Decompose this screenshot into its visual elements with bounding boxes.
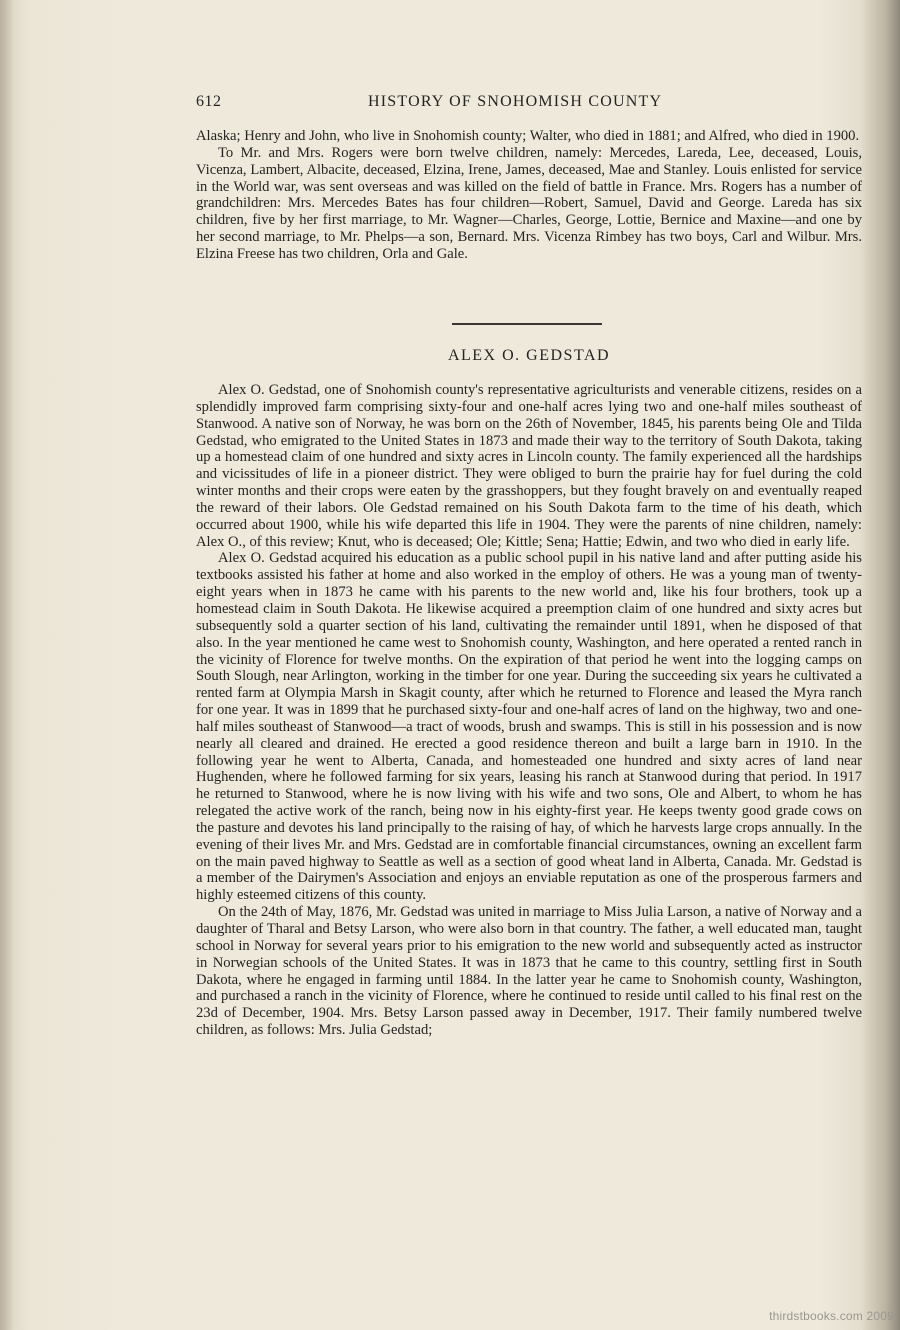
page-header: [196, 93, 862, 113]
section-divider: [452, 323, 602, 325]
watermark: thirdstbooks.com 2009: [769, 1309, 894, 1323]
paragraph: On the 24th of May, 1876, Mr. Gedstad was united in marriage to Miss Julia Larson, a native of Norway and a daughter of Tharal and Betsy Larson, who were also born in that country. The father, a well educated man, taught school in Norway for several years prior to his emigration to the new world and subsequently acted as instructor in Norwegian schools of the United States. It was in 1873 that he came to this country, settling first in South Dakota, where he engaged in farming until 1884. In the latter year he came to Snohomish county, Washington, and purchased a ranch in the vicinity of Florence, where he continued to reside until called to his final rest on the 23d of December, 1904. Mrs. Betsy Larson passed away in December, 1917. Their family numbered twelve children, as follows: Mrs. Julia Gedstad;: [196, 904, 862, 1039]
paragraph: Alex O. Gedstad acquired his education as a public school pupil in his native land and after putting aside his textbooks assisted his father at home and also worked in the employ of others. He was a young man of twenty-eight years when in 1873 he came with his parents to the new world and, like his four brothers, took up a homestead claim in South Dakota. He likewise acquired a preemption claim of one hundred and sixty acres but subsequently sold a quarter section of his land, cultivating the remainder until 1891, when he disposed of that also. In the year mentioned he came west to Snohomish county, Washington, and here operated a rented ranch in the vicinity of Florence for twelve months. On the expiration of that period he went into the logging camps on South Slough, near Arlington, working in the timber for one year. During the succeeding six years he cultivated a rented farm at Olympia Marsh in Skagit county, after which he returned to Florence and leased the Myra ranch for one year. It was in 1899 that he purchased sixty-four and one-half acres of land on the highway, two and one-half miles southeast of Stanwood—a tract of woods, brush and swamps. This is still in his possession and is now nearly all cleared and drained. He erected a good residence thereon and built a large barn in 1910. In the following year he went to Alberta, Canada, and homesteaded one hundred and sixty acres of land near Hughenden, where he followed farming for six years, leasing his ranch at Stanwood during that period. In 1917 he returned to Stanwood, where he is now living with his wife and two sons, Ole and Albert, to whom he has relegated the active work of the ranch, being now in his eighty-first year. He keeps twenty good grade cows on the pasture and devotes his land principally to the raising of hay, of which he harvests large crops annually. In the evening of their lives Mr. and Mrs. Gedstad are in comfortable financial circumstances, owning an excellent farm on the main paved highway to Seattle as well as a section of good wheat land in Alberta, Canada. Mr. Gedstad is a member of the Dairymen's Association and enjoys an enviable reputation as one of the prosperous farmers and highly esteemed citizens of this county.: [196, 550, 862, 904]
paragraph: Alex O. Gedstad, one of Snohomish county's representative agriculturists and venerable citizens, resides on a splendidly improved farm comprising sixty-four and one-half acres lying two and one-half miles southeast of Stanwood. A native son of Norway, he was born on the 26th of November, 1845, his parents being Ole and Tilda Gedstad, who emigrated to the United States in 1873 and made their way to the territory of South Dakota, taking up a homestead claim of one hundred and sixty acres in Lincoln county. The family experienced all the hardships and vicissitudes of life in a pioneer district. They were obliged to burn the prairie hay for fuel during the cold winter months and their crops were eaten by the grasshoppers, but they fought bravely on and eventually reaped the reward of their labors. Ole Gedstad remained on his South Dakota farm to the time of his death, which occurred about 1900, while his wife departed this life in 1904. They were the parents of nine children, namely: Alex O., of this review; Knut, who is deceased; Ole; Kittle; Sena; Hattie; Edwin, and two who died in early life.: [196, 382, 862, 550]
paragraph: Alaska; Henry and John, who live in Snohomish county; Walter, who died in 1881; and Alfred, who died in 1900.: [196, 128, 860, 144]
running-head: HISTORY OF SNOHOMISH COUNTY: [368, 93, 663, 110]
biography-body: [196, 382, 862, 1039]
page-gutter-shadow: [0, 0, 14, 1330]
page-number: 612: [196, 93, 222, 110]
section-title: ALEX O. GEDSTAD: [447, 347, 611, 364]
previous-biography-continuation: [196, 128, 862, 263]
paragraph: To Mr. and Mrs. Rogers were born twelve children, namely: Mercedes, Lareda, Lee, deceased, Louis, Vicenza, Lambert, Albacite, deceased, Elzina, Irene, James, deceased, Mae and Stanley. Louis enlisted for service in the World war, was sent overseas and was killed on the field of battle in France. Mrs. Rogers has a number of grandchildren: Mrs. Mercedes Bates has four children—Robert, Samuel, David and George. Lareda has six children, five by her first marriage, to Mr. Wagner—Charles, George, Lottie, Bernice and Maxine—and one by her second marriage, to Mr. Phelps—a son, Bernard. Mrs. Vicenza Rimbey has two boys, Carl and Wilbur. Mrs. Elzina Freese has two children, Orla and Gale.: [196, 144, 862, 262]
